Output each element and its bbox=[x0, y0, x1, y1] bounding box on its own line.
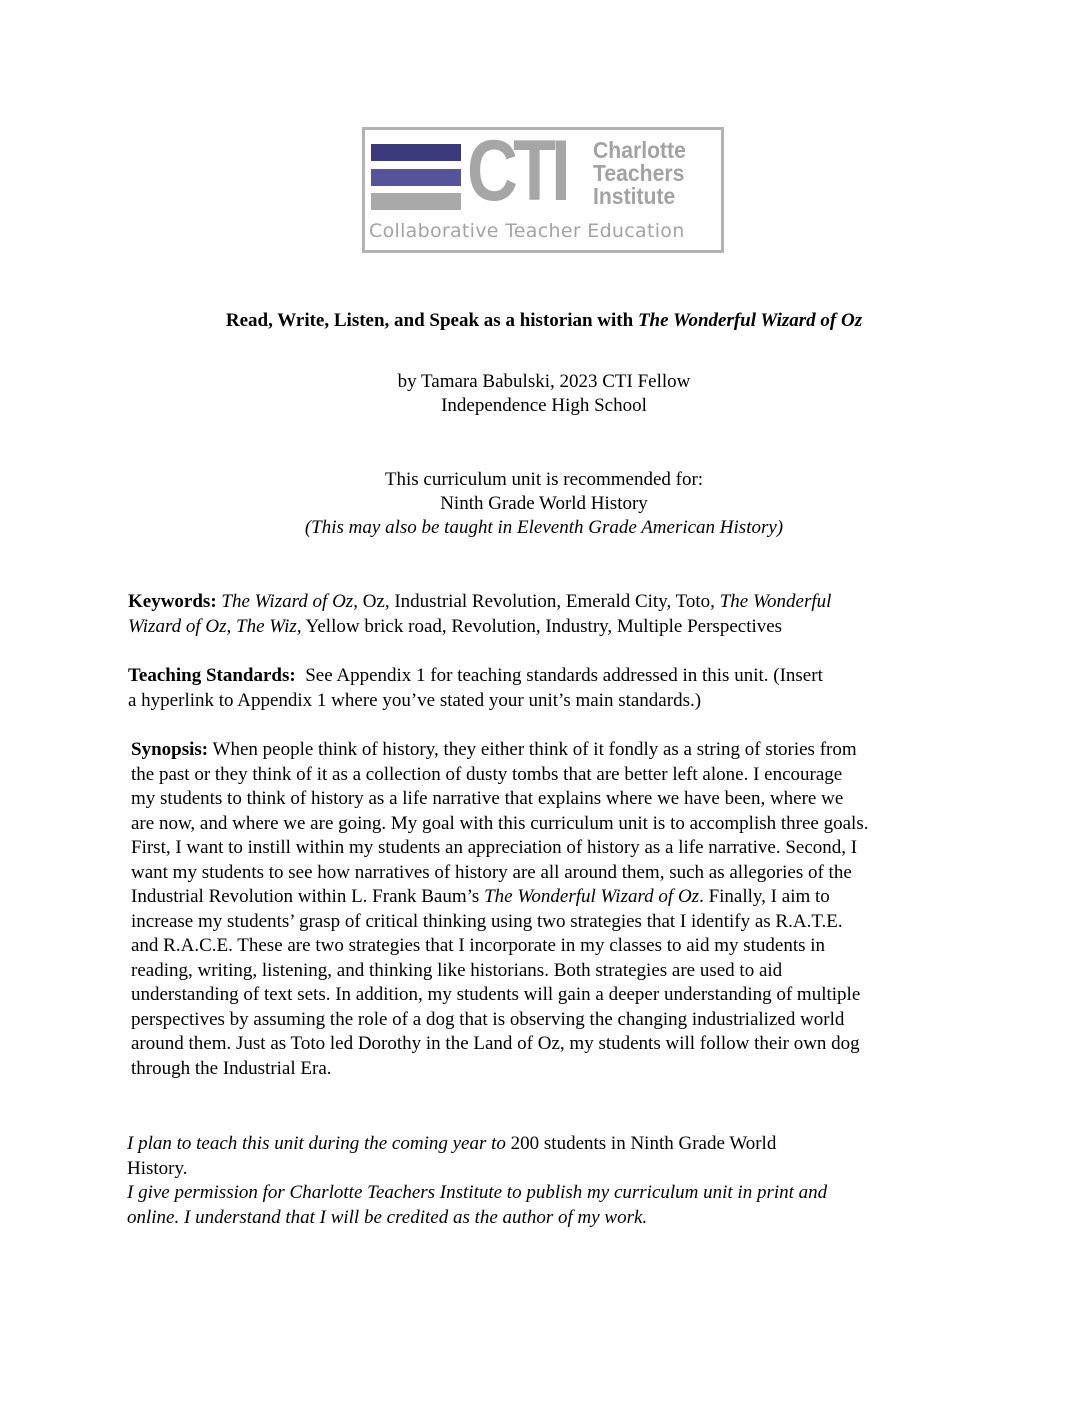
synopsis-line: understanding of text sets. In addition, my students will gain a deeper understanding of multiple bbox=[131, 984, 861, 1005]
keywords-section bbox=[128, 590, 928, 639]
synopsis-line: are now, and where we are going. My goal with this curriculum unit is to accomplish three goals. bbox=[131, 812, 869, 834]
logo-acronym: CTI bbox=[467, 123, 566, 219]
synopsis-line: through the Industrial Era. bbox=[131, 1057, 332, 1079]
byline bbox=[0, 370, 1088, 418]
synopsis-text: . Finally, I aim to bbox=[699, 886, 830, 907]
synopsis-line: and R.A.C.E. These are two strategies that I incorporate in my classes to aid my students in bbox=[131, 935, 826, 956]
recommendation-intro: This curriculum unit is recommended for: bbox=[384, 469, 704, 490]
synopsis-line bbox=[131, 738, 971, 763]
standards-line-2: a hyperlink to Appendix 1 where you’ve stated your unit’s main standards.) bbox=[128, 689, 702, 711]
synopsis-line: reading, writing, listening, and thinking like historians. Both strategies are used to aid bbox=[131, 959, 783, 981]
synopsis-line: First, I want to instill within my students an appreciation of history as a life narrative. Second, I bbox=[131, 837, 858, 858]
permission-line: I give permission for Charlotte Teachers Institute to publish my curriculum unit in print and bbox=[127, 1182, 828, 1203]
synopsis-line: want my students to see how narratives of history are all around them, such as allegories of the bbox=[131, 861, 852, 883]
synopsis-line: around them. Just as Toto led Dorothy in the Land of Oz, my students will follow their own dog bbox=[131, 1033, 860, 1054]
recommendation-alternate: (This may also be taught in Eleventh Grade American History) bbox=[304, 517, 784, 538]
keyword-text: Yellow brick road, Revolution, Industry, Multiple Perspectives bbox=[301, 615, 783, 637]
plan-text: 200 students in Ninth Grade World bbox=[505, 1133, 777, 1154]
school-line: Independence High School bbox=[441, 395, 647, 416]
synopsis-line: my students to think of history as a life narrative that explains where we have been, where we bbox=[131, 788, 844, 809]
keyword-text: The Wonderful bbox=[719, 591, 832, 612]
logo-tagline: Collaborative Teacher Education bbox=[369, 220, 685, 242]
logo-bar-gray bbox=[371, 193, 461, 210]
permission-line: online. I understand that I will be credited as the author of my work. bbox=[127, 1206, 648, 1228]
keywords-label: Keywords: bbox=[128, 591, 217, 612]
synopsis-line: increase my students’ grasp of critical thinking using two strategies that I identify as R.A.T.E. bbox=[131, 910, 843, 932]
synopsis-label: Synopsis: bbox=[131, 739, 209, 760]
plan-line: History. bbox=[127, 1157, 188, 1179]
synopsis-text: When people think of history, they either think of it fondly as a string of stories from bbox=[208, 739, 857, 760]
plan-line bbox=[127, 1132, 947, 1157]
logo-name-line: Charlotte bbox=[593, 137, 686, 163]
cti-logo bbox=[362, 123, 724, 253]
logo-name-line: Teachers bbox=[593, 160, 685, 186]
logo-name-line: Institute bbox=[593, 183, 676, 209]
standards-text: See Appendix 1 for teaching standards addressed in this unit. (Insert bbox=[295, 665, 823, 686]
standards-label: Teaching Standards: bbox=[128, 665, 296, 686]
document-title bbox=[0, 309, 1088, 333]
synopsis-line bbox=[131, 885, 971, 910]
standards-line-1 bbox=[128, 664, 928, 689]
keywords-line-1 bbox=[128, 590, 928, 615]
synopsis-section bbox=[131, 738, 971, 1081]
synopsis-text: Industrial Revolution within L. Frank Baum’s bbox=[131, 886, 485, 907]
keyword-text: , Oz, Industrial Revolution, Emerald City, Toto, bbox=[353, 591, 720, 612]
synopsis-line: the past or they think of it as a collection of dusty tombs that are better left alone. I encourage bbox=[131, 763, 843, 785]
keywords-line-2 bbox=[128, 615, 928, 640]
synopsis-line: perspectives by assuming the role of a dog that is observing the changing industrialized world bbox=[131, 1008, 845, 1030]
title-book-name: The Wonderful Wizard of Oz bbox=[637, 310, 863, 331]
teaching-standards-section bbox=[128, 664, 928, 713]
logo-bar-mid bbox=[371, 169, 461, 186]
keyword-text: Wizard of Oz, The Wiz, bbox=[128, 615, 302, 637]
keyword-text: The Wizard of Oz bbox=[221, 591, 354, 612]
plan-text-italic: I plan to teach this unit during the coming year to bbox=[127, 1133, 506, 1154]
plan-permission-section bbox=[127, 1132, 947, 1230]
author-line: by Tamara Babulski, 2023 CTI Fellow bbox=[397, 371, 691, 392]
logo-name bbox=[593, 139, 686, 208]
recommendation-course: Ninth Grade World History bbox=[440, 493, 648, 514]
recommendation bbox=[0, 468, 1088, 540]
logo-bar-dark bbox=[371, 144, 461, 161]
title-text: Read, Write, Listen, and Speak as a historian with bbox=[225, 310, 638, 331]
synopsis-book-title: The Wonderful Wizard of Oz bbox=[484, 886, 700, 907]
